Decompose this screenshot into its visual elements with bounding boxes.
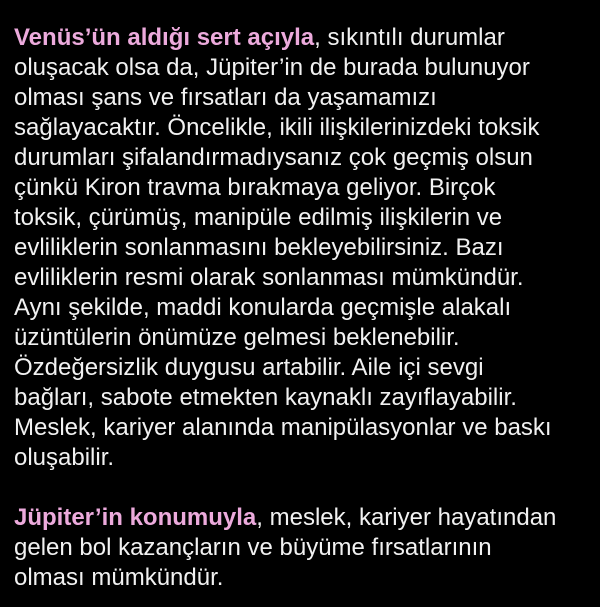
- paragraph-jupiter: [14, 503, 588, 593]
- text-line: çünkü Kiron travma bırakmaya geliyor. Birçok: [14, 174, 496, 201]
- text-line: evliliklerin resmi olarak sonlanması mümkündür.: [14, 264, 524, 291]
- text-line: üzüntülerin önümüze gelmesi beklenebilir.: [14, 324, 460, 351]
- text-line: toksik, çürümüş, manipüle edilmiş ilişkilerin ve: [14, 204, 503, 231]
- text-line: sağlayacaktır. Öncelikle, ikili ilişkilerinizdeki toksik: [14, 114, 540, 141]
- text-line: evliliklerin sonlanmasını bekleyebilirsiniz. Bazı: [14, 234, 504, 261]
- text-line: oluşabilir.: [14, 444, 115, 471]
- text-line: Aynı şekilde, maddi konularda geçmişle alakalı: [14, 294, 512, 321]
- text-line: [14, 503, 588, 533]
- text-line: bağları, sabote etmekten kaynaklı zayıflayabilir.: [14, 384, 517, 411]
- text-line: Özdeğersizlik duygusu artabilir. Aile içi sevgi: [14, 354, 484, 381]
- text-line-rest: , sıkıntılı durumlar: [314, 24, 505, 51]
- text-line: olması mümkündür.: [14, 564, 224, 591]
- text-line: gelen bol kazançların ve büyüme fırsatlarının: [14, 534, 492, 561]
- text-line: oluşacak olsa da, Jüpiter’in de burada bulunuyor: [14, 54, 530, 81]
- text-line: [14, 23, 588, 53]
- jupiter-position-highlight: Jüpiter’in konumuyla: [14, 504, 257, 531]
- text-line: Meslek, kariyer alanında manipülasyonlar ve baskı: [14, 414, 552, 441]
- text-line: durumları şifalandırmadıysanız çok geçmiş olsun: [14, 144, 533, 171]
- paragraph-venus: [14, 23, 588, 473]
- text-line: olması şans ve fırsatları da yaşamamızı: [14, 84, 437, 111]
- venus-aspect-highlight: Venüs’ün aldığı sert açıyla: [14, 24, 315, 51]
- text-line-rest: , meslek, kariyer hayatından: [256, 504, 557, 531]
